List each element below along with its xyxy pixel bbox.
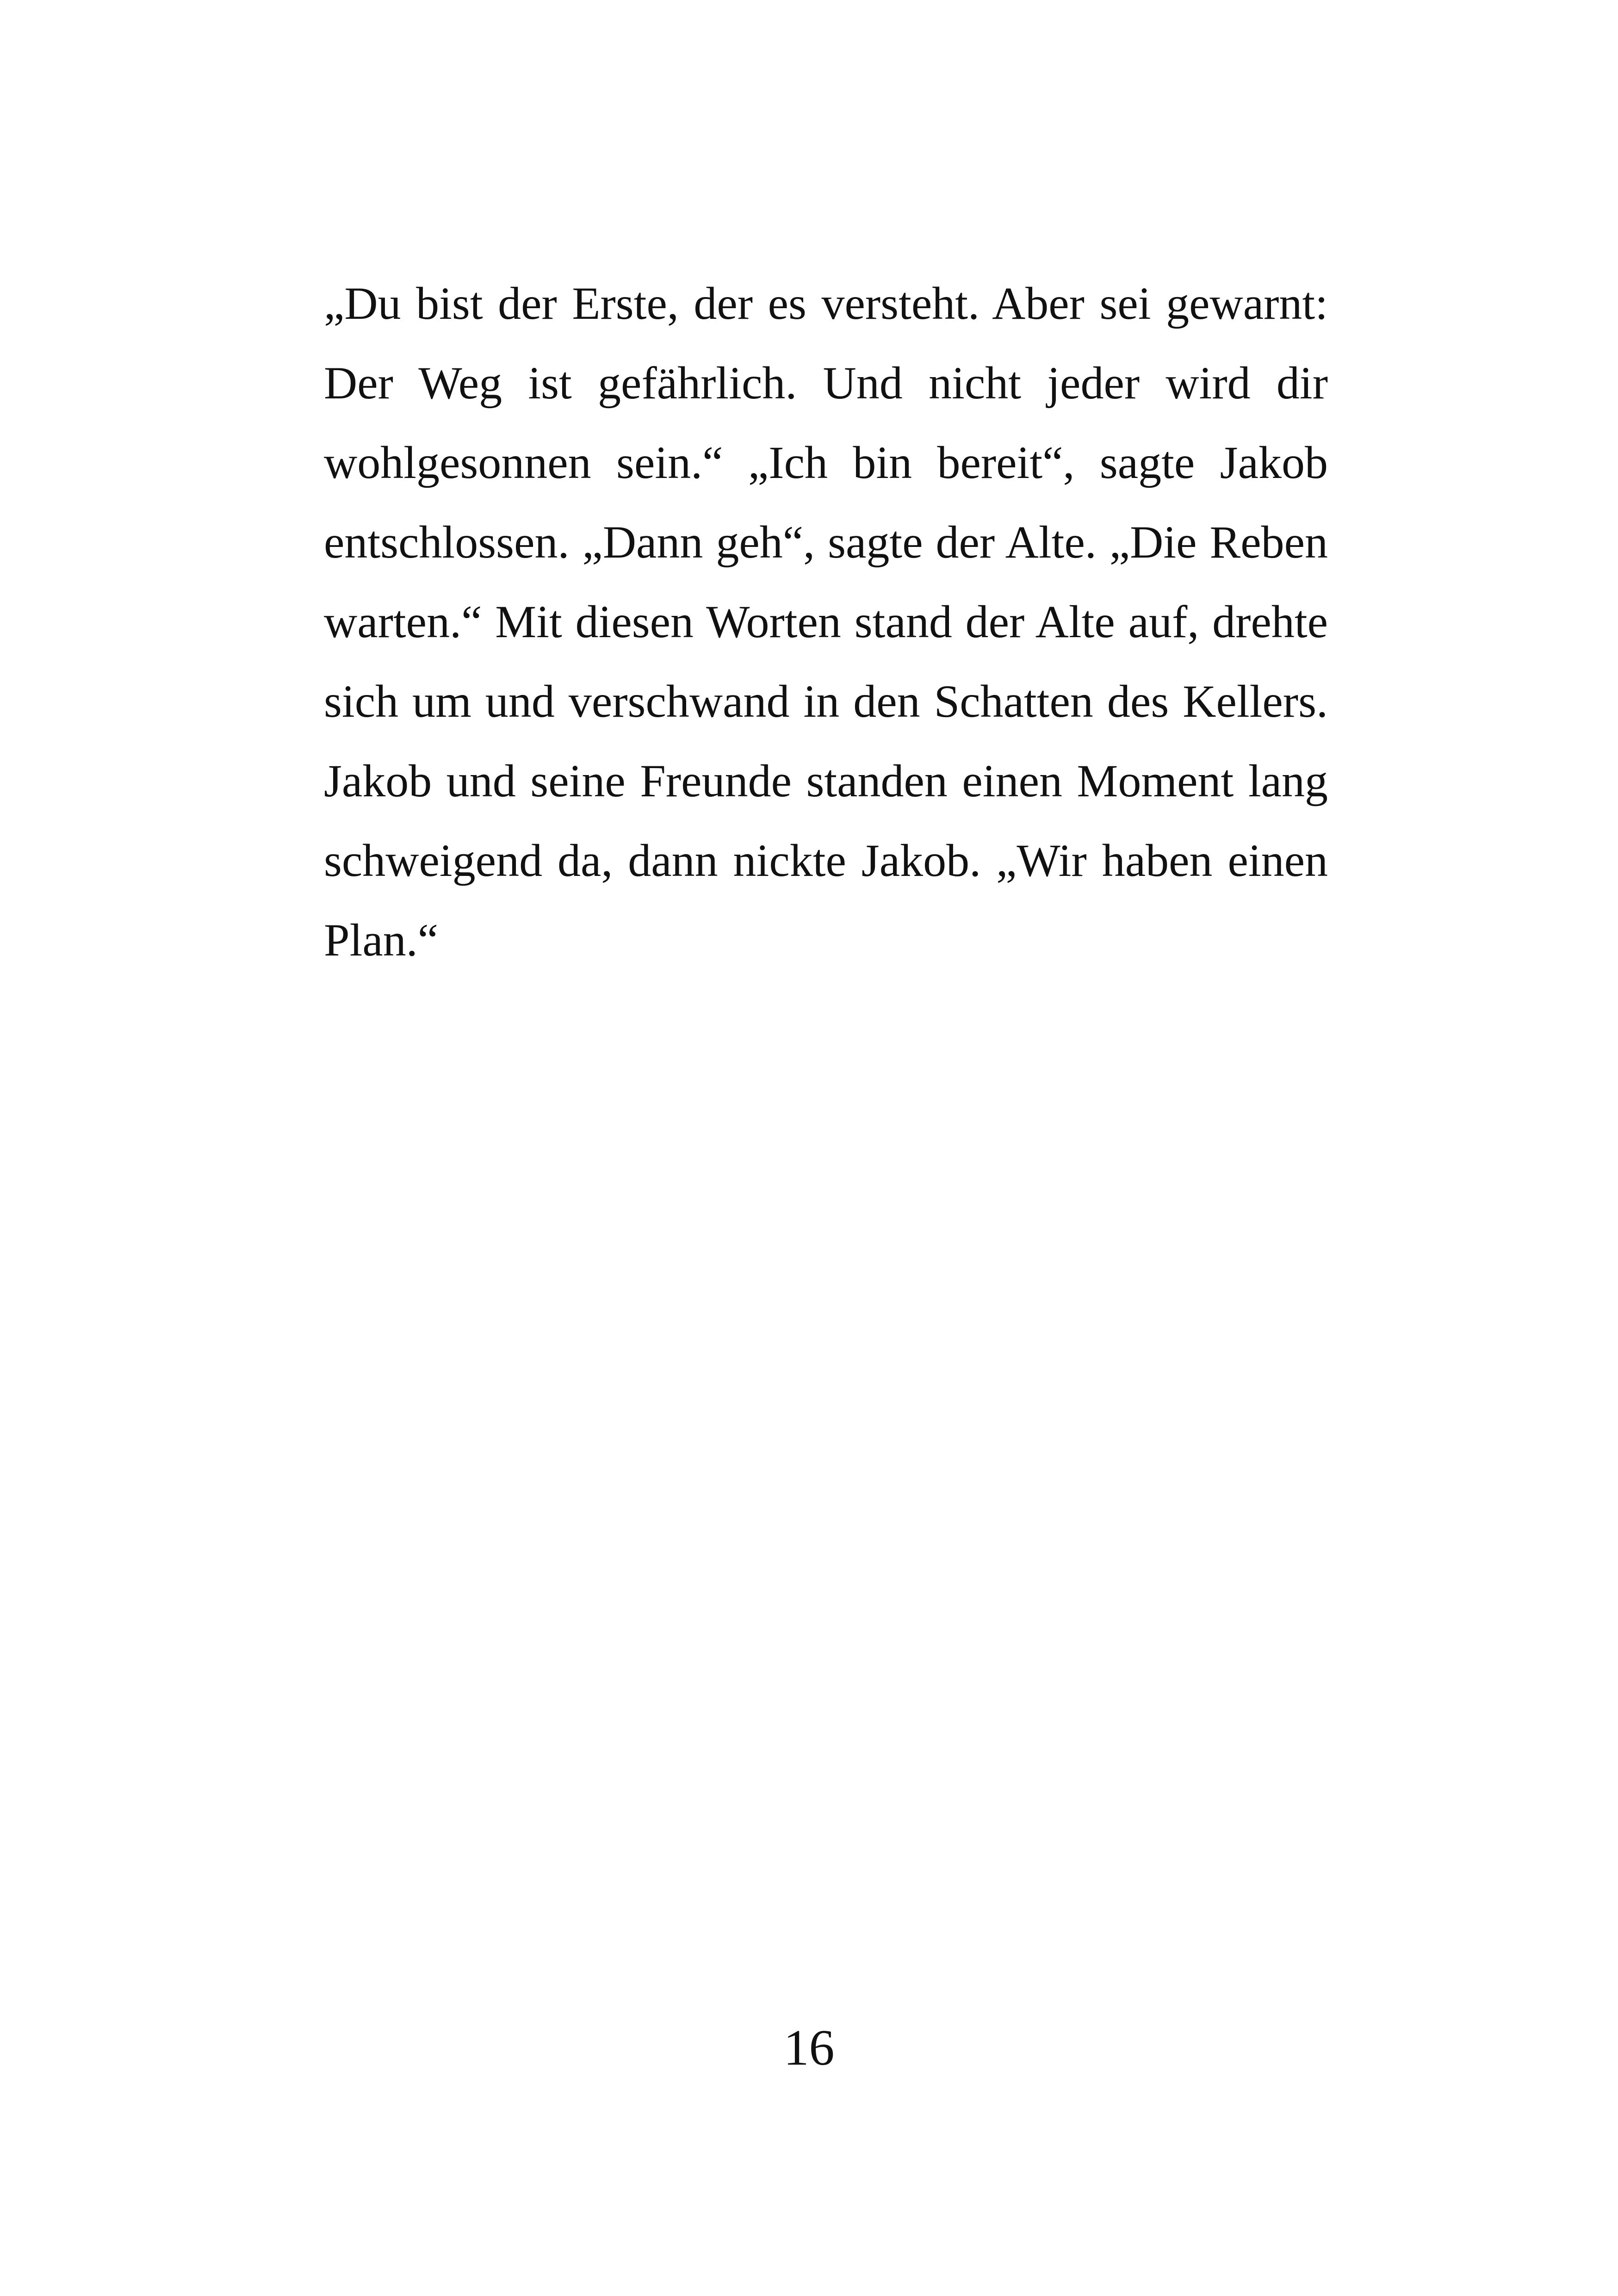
body-text — [324, 264, 1328, 980]
page-number: 16 — [783, 2019, 835, 2076]
text-line: Jakob und seine Freunde standen einen Moment lang — [324, 755, 1328, 807]
text-line: schweigend da, dann nickte Jakob. „Wir haben einen — [324, 835, 1328, 886]
text-line: wohlgesonnen sein.“ „Ich bin bereit“, sagte Jakob — [324, 437, 1328, 488]
text-line: warten.“ Mit diesen Worten stand der Alte auf, drehte — [324, 596, 1328, 647]
text-line: Der Weg ist gefährlich. Und nicht jeder wird dir — [324, 357, 1328, 409]
text-line: entschlossen. „Dann geh“, sagte der Alte. „Die Reben — [324, 516, 1328, 568]
text-line: sich um und verschwand in den Schatten des Kellers. — [324, 676, 1328, 727]
text-line: „Du bist der Erste, der es versteht. Aber sei gewarnt: — [324, 278, 1328, 329]
text-line: Plan.“ — [324, 914, 439, 966]
